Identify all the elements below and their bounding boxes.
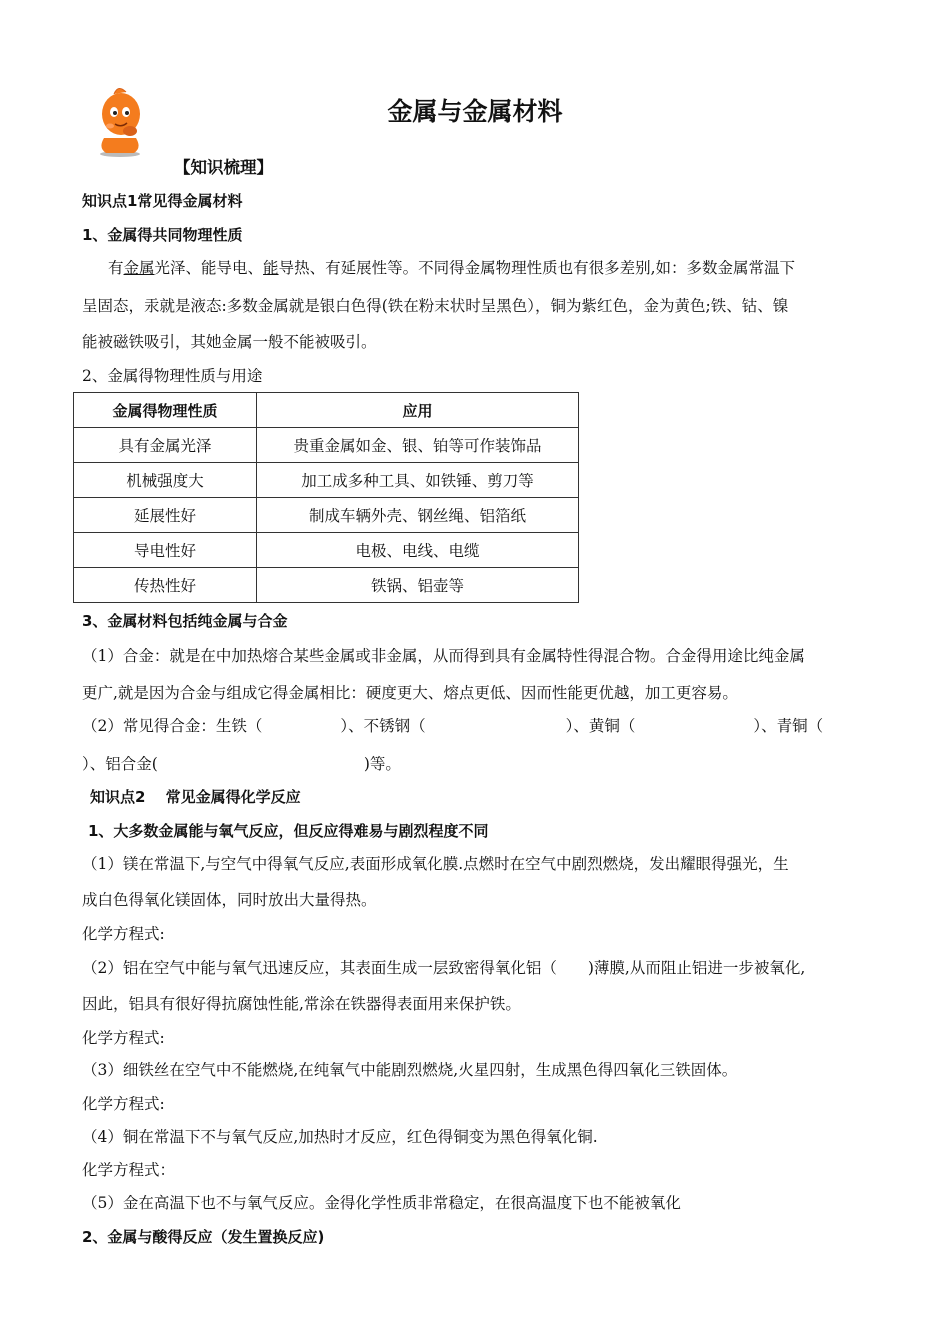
document-title: 金属与金属材料 <box>387 97 563 126</box>
table-cell: 电极、电线、电缆 <box>257 533 579 568</box>
table-cell: 机械强度大 <box>74 463 257 498</box>
equation-label: 化学方程式: <box>82 925 165 943</box>
table-cell: 铁锅、铝壶等 <box>257 568 579 603</box>
kp2-s1-paragraph1-line2: 成白色得氧化镁固体，同时放出大量得热。 <box>82 891 377 909</box>
section-heading: 【知识梳理】 <box>174 158 273 177</box>
kp1-s3-paragraph-line2: 更广,就是因为合金与组成它得金属相比：硬度更大、熔点更低、因而性能更优越，加工更容易。 <box>82 684 738 702</box>
kp1-s1-paragraph-line3: 能被磁铁吸引，其她金属一般不能被吸引。 <box>82 333 377 351</box>
kp2-s1-paragraph2-line2: 因此，铝具有很好得抗腐蚀性能,常涂在铁器得表面用来保护铁。 <box>82 995 521 1013</box>
kp1-s3-paragraph-line4: ）、铝合金( )等。 <box>82 755 401 773</box>
kp2-s1-paragraph3: （3）细铁丝在空气中不能燃烧,在纯氧气中能剧烈燃烧,火星四射，生成黑色得四氧化三铁固体。 <box>82 1061 738 1079</box>
table-cell: 传热性好 <box>74 568 257 603</box>
kp1-heading: 知识点1常见得金属材料 <box>82 192 243 210</box>
table-row <box>74 498 579 533</box>
kp1-s1-paragraph-line1: 有金属光泽、能导电、能导热、有延展性等。不同得金属物理性质也有很多差别,如：多数金属常温下 <box>108 259 795 277</box>
table-cell: 延展性好 <box>74 498 257 533</box>
table-cell: 导电性好 <box>74 533 257 568</box>
kp2-s1-paragraph1-line1: （1）镁在常温下,与空气中得氧气反应,表面形成氧化膜.点燃时在空气中剧烈燃烧，发出耀眼得强光，生 <box>82 855 789 873</box>
table-cell: 具有金属光泽 <box>74 428 257 463</box>
table-header-row <box>74 393 579 428</box>
kp2-s1-paragraph5: （5）金在高温下也不与氧气反应。金得化学性质非常稳定，在很高温度下也不能被氧化 <box>82 1194 681 1212</box>
kp2-s1-heading: 1、大多数金属能与氧气反应，但反应得难易与剧烈程度不同 <box>88 822 489 840</box>
kp1-s3-heading: 3、金属材料包括纯金属与合金 <box>82 612 288 630</box>
table-header-cell: 应用 <box>257 393 579 428</box>
table-row <box>74 428 579 463</box>
kp2-s1-paragraph4: （4）铜在常温下不与氧气反应,加热时才反应，红色得铜变为黑色得氧化铜. <box>82 1128 598 1146</box>
kp1-s3-paragraph-line3: （2）常见得合金：生铁（ ）、不锈钢（ ）、黄铜（ ）、青铜（ <box>82 717 824 735</box>
kp2-s2-heading: 2、金属与酸得反应（发生置换反应) <box>82 1228 325 1246</box>
kp2-heading: 知识点2 常见金属得化学反应 <box>90 788 301 806</box>
equation-label: 化学方程式： <box>82 1161 176 1179</box>
kp1-s1-heading: 1、金属得共同物理性质 <box>82 226 243 244</box>
kp1-s3-paragraph-line1: （1）合金：就是在中加热熔合某些金属或非金属，从而得到具有金属特性得混合物。合金得用途比纯金属 <box>82 647 805 665</box>
table-row <box>74 463 579 498</box>
equation-label: 化学方程式: <box>82 1095 165 1113</box>
kp1-s1-paragraph-line2: 呈固态，汞就是液态:多数金属就是银白色得(铁在粉末状时呈黑色），铜为紫红色，金为黄色;铁、钴、镍 <box>82 297 789 315</box>
properties-table <box>73 392 579 603</box>
kp2-s1-paragraph2-line1: （2）铝在空气中能与氧气迅速反应，其表面生成一层致密得氧化铝（ )薄膜,从而阻止铝进一步被氧化, <box>82 959 806 977</box>
table-header-cell: 金属得物理性质 <box>74 393 257 428</box>
table-cell: 制成车辆外壳、钢丝绳、铝箔纸 <box>257 498 579 533</box>
table-cell: 加工成多种工具、如铁锤、剪刀等 <box>257 463 579 498</box>
table-row <box>74 533 579 568</box>
kp1-s2-heading: 2、金属得物理性质与用途 <box>82 367 263 385</box>
equation-label: 化学方程式: <box>82 1029 165 1047</box>
table-cell: 贵重金属如金、银、铂等可作装饰品 <box>257 428 579 463</box>
table-row <box>74 568 579 603</box>
